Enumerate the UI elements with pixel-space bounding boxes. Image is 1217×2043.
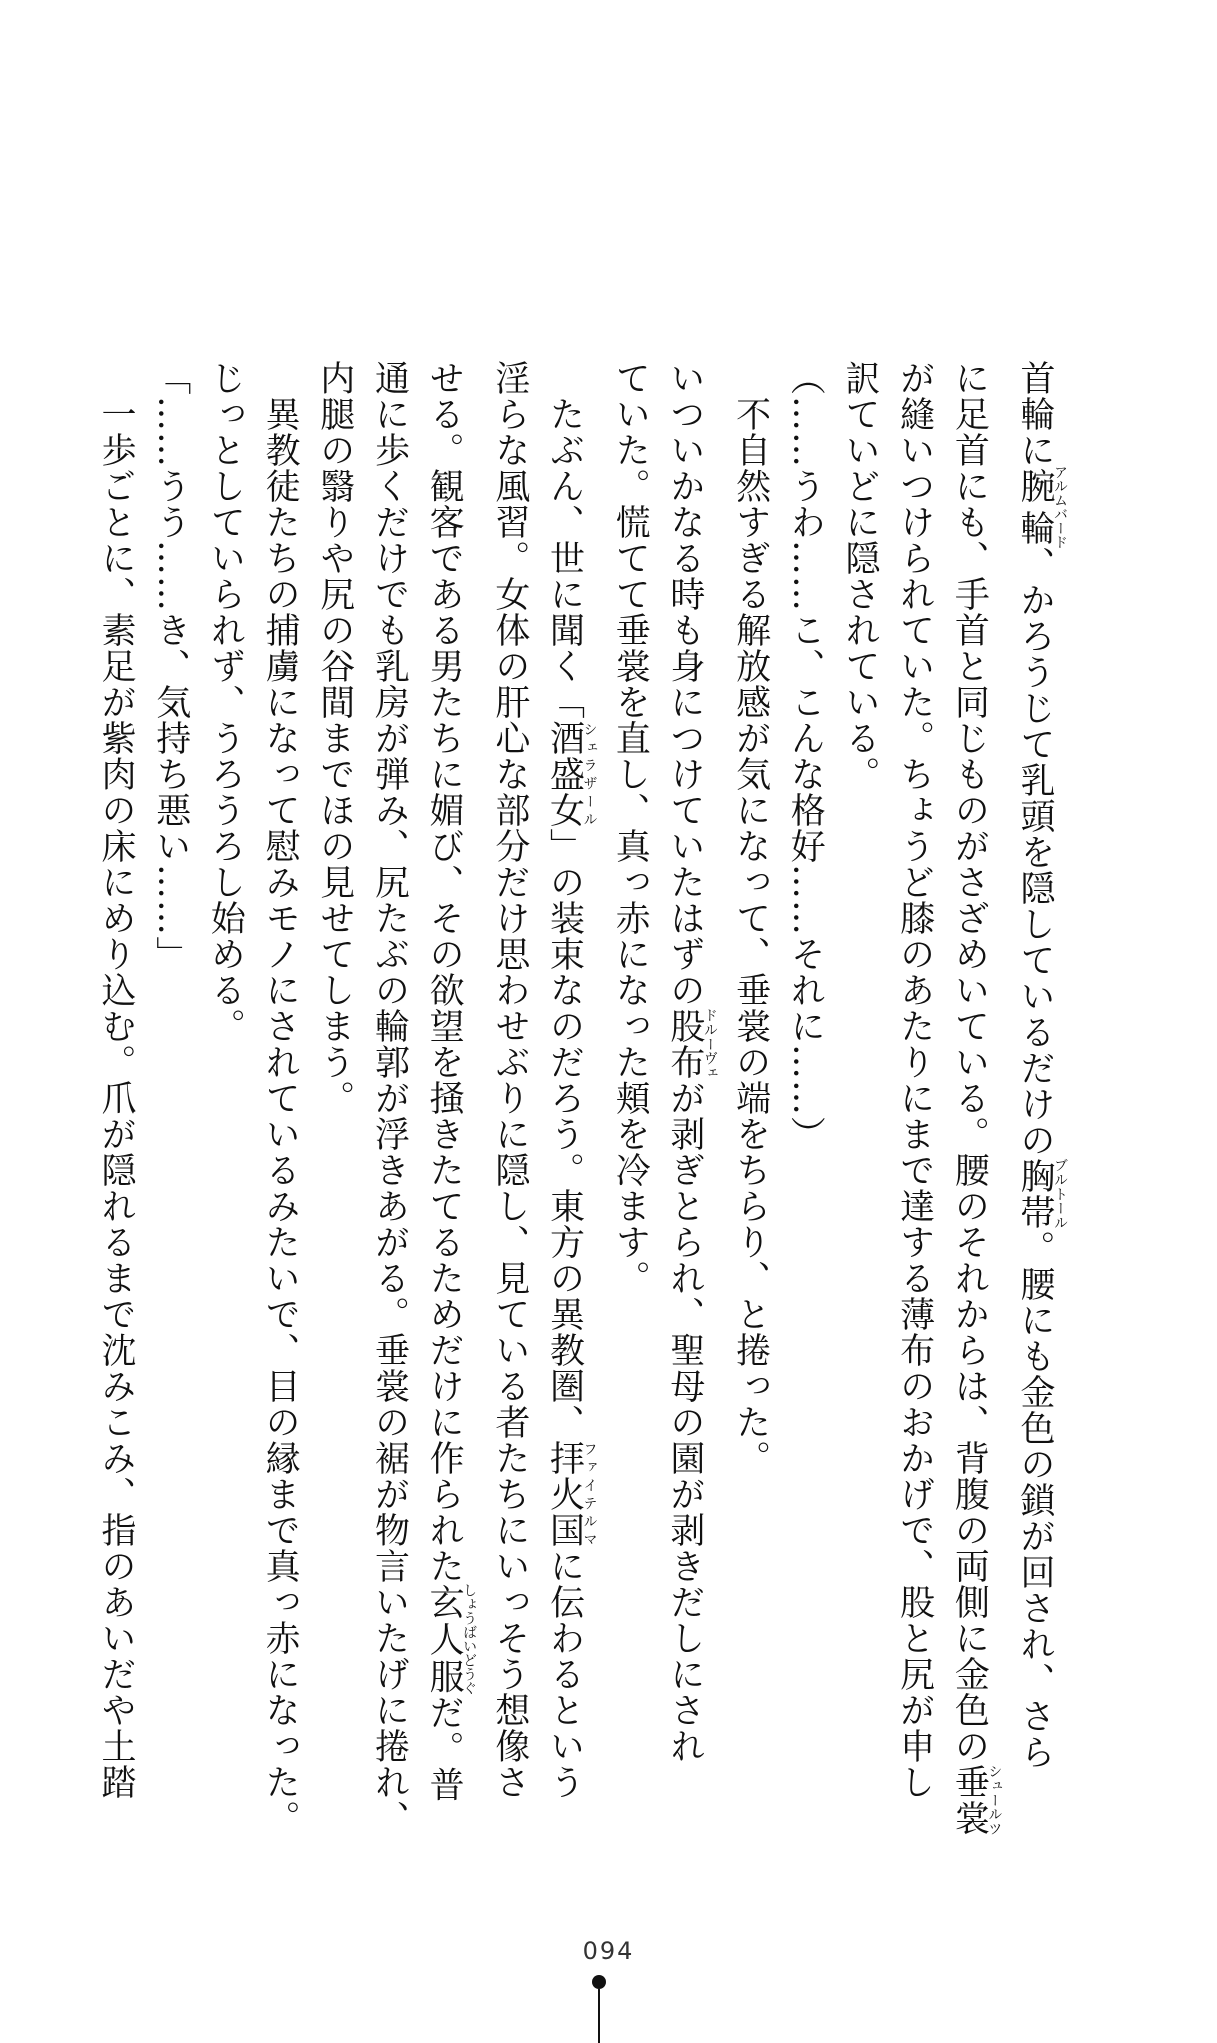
ruby-word <box>1015 465 1068 549</box>
ruby-base: 胸帯 <box>1015 1158 1055 1230</box>
ruby-reading: しょうばいどうぐ <box>461 1583 478 1696</box>
vertical-text-body <box>82 360 1068 1836</box>
text-segment: 、かろうじて乳頭を隠しているだけの <box>1015 546 1055 1158</box>
text-line <box>488 360 531 1800</box>
text-segment: 通に歩くだけでも乳房が弾み、尻たぶの輪郭が浮きあがる。垂裳の裾が物言いたげに捲れ、 <box>369 360 410 1836</box>
text-line <box>663 360 718 1764</box>
text-line <box>1013 360 1068 1770</box>
text-line <box>893 360 936 1800</box>
ruby-reading: ファイテルマ <box>581 1440 598 1548</box>
ruby-word <box>544 720 598 828</box>
text-segment: 」の装束なのだろう。東方の異教圏、 <box>544 828 585 1440</box>
text-segment: 「……うう……き、気持ち悪い……」 <box>150 360 191 972</box>
page-marker-stem <box>598 1989 600 2043</box>
ruby-word <box>424 1583 478 1696</box>
text-segment: いついかなる時も身につけていたはずの <box>664 360 705 1008</box>
text-segment: せる。観客である男たちに媚び、その欲望を掻きたてるためだけに作られた <box>424 360 465 1584</box>
text-segment: たぶん、世に聞く「 <box>544 360 585 720</box>
text-segment: だ。普 <box>424 1694 465 1803</box>
ruby-reading: ドルーヴェ <box>701 1008 718 1080</box>
ruby-base: 腕輪 <box>1015 465 1055 549</box>
text-segment: 内腿の翳りや尻の谷間までほの見せてしまう。 <box>314 360 355 1116</box>
text-segment: （……うわ……こ、こんな格好……それに……） <box>785 360 826 1152</box>
text-segment: 不自然すぎる解放感が気になって、垂裳の端をちらり、と捲った。 <box>730 360 771 1476</box>
ruby-reading: ブルトール <box>1052 1158 1068 1230</box>
text-segment: が縫いつけられていた。ちょうど膝のあたりにまで達する薄布のおかげで、股と尻が申し <box>894 360 935 1800</box>
ruby-base: 垂裳 <box>949 1764 990 1836</box>
ruby-reading: アルムバード <box>1052 465 1068 549</box>
text-segment: が剥ぎとられ、聖母の園が剥きだしにされ <box>664 1080 705 1764</box>
text-segment: 一歩ごとに、素足が紫肉の床にめり込む。爪が隠れるまで沈みこみ、指のあいだや土踏 <box>96 360 136 1800</box>
text-segment: 首輪に <box>1015 360 1055 468</box>
ruby-word <box>664 1008 718 1080</box>
text-line <box>543 360 598 1800</box>
text-line <box>313 360 356 1760</box>
ruby-reading: シェラザール <box>581 720 598 828</box>
ruby-word <box>1015 1158 1068 1230</box>
ruby-base: 股布 <box>664 1008 705 1080</box>
text-line <box>149 360 192 1760</box>
page-marker-dot <box>592 1975 606 1989</box>
text-segment: じっとしていられず、うろうろし始める。 <box>205 360 246 1044</box>
text-line <box>204 360 247 1760</box>
ruby-base: 酒盛女 <box>544 720 585 828</box>
text-line <box>729 360 772 1760</box>
ruby-word <box>949 1764 1003 1836</box>
text-line <box>368 360 411 1836</box>
text-line <box>94 360 137 1800</box>
text-line <box>784 360 827 1760</box>
text-line <box>948 360 1003 1836</box>
text-segment: に足首にも、手首と同じものがさざめいている。腰のそれからは、背腹の両側に金色の <box>949 360 990 1764</box>
text-segment: 訳ていどに隠されている。 <box>839 360 880 792</box>
text-segment: ていた。慌てて垂裳を直し、真っ赤になった頬を冷ます。 <box>610 360 651 1296</box>
text-line <box>258 360 301 1836</box>
text-line <box>609 360 652 1760</box>
text-segment: 。腰にも金色の鎖が回され、さら <box>1015 1230 1055 1770</box>
text-segment: に伝わるという <box>544 1548 585 1800</box>
text-line <box>422 360 478 1803</box>
text-line <box>838 360 881 1760</box>
text-segment: 淫らな風習。女体の肝心な部分だけ思わせぶりに隠し、見ている者たちにいっそう想像さ <box>489 360 530 1800</box>
ruby-reading: シュールツ <box>986 1764 1003 1836</box>
ruby-word <box>544 1440 598 1548</box>
page-number: 094 <box>582 1937 635 1965</box>
ruby-base: 玄人服 <box>424 1583 465 1696</box>
ruby-base: 拝火国 <box>544 1440 585 1548</box>
text-segment: 異教徒たちの捕虜になって慰みモノにされているみたいで、目の縁まで真っ赤になった。 <box>260 360 301 1836</box>
